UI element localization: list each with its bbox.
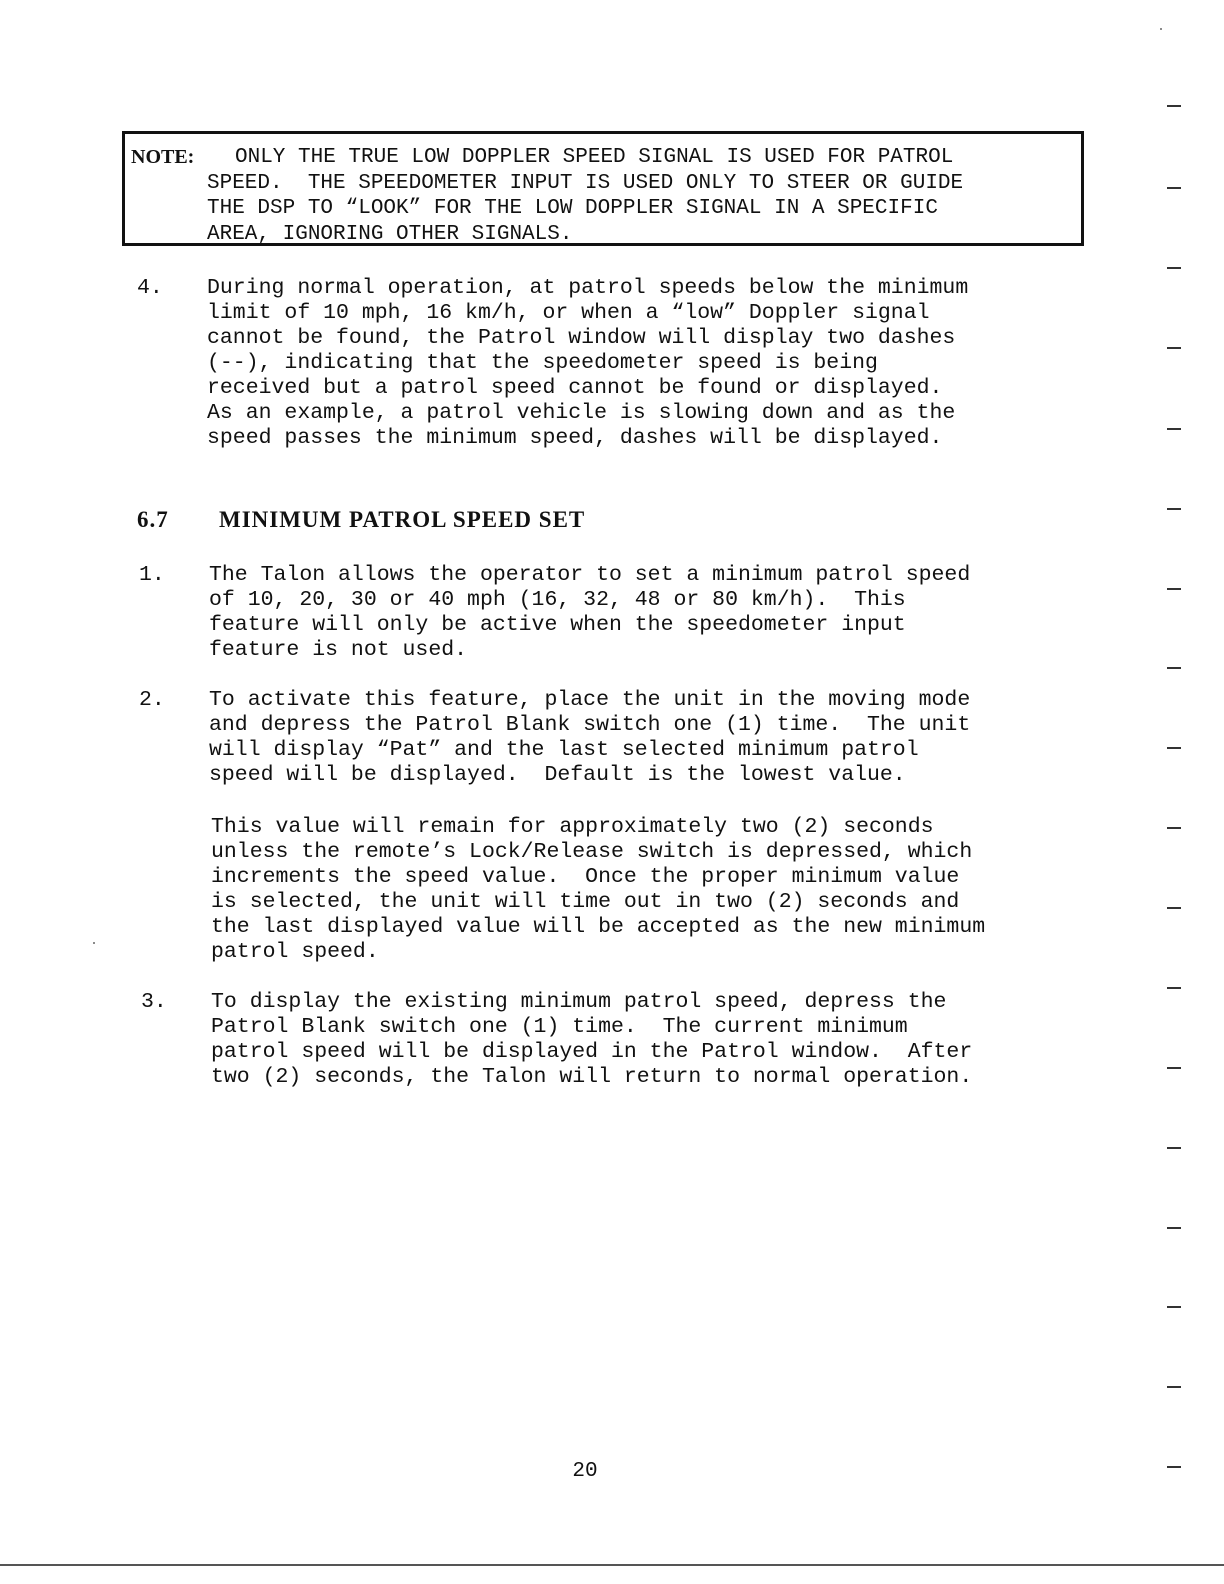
text-line: two (2) seconds, the Talon will return to normal operation. [211,1065,973,1089]
text-line: During normal operation, at patrol speeds below the minimum [207,276,969,300]
scan-edge-mark [1167,827,1181,829]
text-line: the last displayed value will be accepted as the new minimum [211,915,986,939]
text-line: patrol speed. [211,940,379,964]
scan-edge-mark [1167,588,1181,590]
text-line: unless the remote’s Lock/Release switch is depressed, which [211,840,973,864]
note-label: NOTE: [131,146,195,168]
list-item-text [207,276,968,451]
list-item-number: 1. [139,563,165,587]
text-line: received but a patrol speed cannot be found or displayed. [207,376,943,400]
scan-edge-mark [1167,1227,1181,1229]
list-item-text [211,990,972,1090]
scan-edge-mark [1167,667,1181,669]
scan-edge-mark [1167,1147,1181,1149]
scan-edge-mark [1167,1306,1181,1308]
list-item-number: 4. [137,276,163,300]
text-line: feature will only be active when the speedometer input [209,613,906,637]
scan-edge-mark [1167,105,1181,107]
scan-speck [93,942,95,944]
text-line: patrol speed will be displayed in the Patrol window. After [211,1040,973,1064]
scan-edge-mark [1167,508,1181,510]
scan-edge-mark [1167,907,1181,909]
text-line: speed will be displayed. Default is the lowest value. [209,763,906,787]
text-line: speed passes the minimum speed, dashes will be displayed. [207,426,943,450]
note-line: THE DSP TO “LOOK” FOR THE LOW DOPPLER SIGNAL IN A SPECIFIC [207,197,938,220]
scan-edge-mark [1167,267,1181,269]
list-item-number: 2. [139,688,165,712]
text-line: of 10, 20, 30 or 40 mph (16, 32, 48 or 80 km/h). This [209,588,906,612]
scan-edge-mark [1167,347,1181,349]
text-line: The Talon allows the operator to set a minimum patrol speed [209,563,971,587]
text-line: and depress the Patrol Blank switch one (1) time. The unit [209,713,971,737]
list-item-text [209,688,970,788]
text-line: is selected, the unit will time out in two (2) seconds and [211,890,960,914]
scan-edge-mark [1167,1067,1181,1069]
text-line: (--), indicating that the speedometer speed is being [207,351,878,375]
note-text [125,145,963,247]
scan-edge-mark [1167,747,1181,749]
text-line: Patrol Blank switch one (1) time. The current minimum [211,1015,908,1039]
scan-edge-mark [1167,1466,1181,1468]
scan-edge-mark [1167,987,1181,989]
text-line: To display the existing minimum patrol speed, depress the [211,990,947,1014]
note-line: AREA, IGNORING OTHER SIGNALS. [207,222,573,246]
text-line: increments the speed value. Once the proper minimum value [211,865,960,889]
scan-bottom-rule [0,1564,1224,1566]
scan-edge-mark [1167,187,1181,189]
text-line: This value will remain for approximately two (2) seconds [211,815,934,839]
list-item-text [209,563,970,663]
note-line: SPEED. THE SPEEDOMETER INPUT IS USED ONLY TO STEER OR GUIDE [207,171,964,195]
scan-speck [1160,28,1162,30]
note-box [122,131,1084,246]
scan-edge-mark [1167,1386,1181,1388]
text-line: limit of 10 mph, 16 km/h, or when a “low” Doppler signal [207,301,930,325]
scan-edge-mark [1167,428,1181,430]
page-number: 20 [572,1460,598,1483]
text-line: cannot be found, the Patrol window will display two dashes [207,326,956,350]
section-title: MINIMUM PATROL SPEED SET [219,507,586,532]
text-line: feature is not used. [209,638,468,662]
section-number: 6.7 [137,507,169,532]
list-item-number: 3. [141,990,167,1014]
list-item-text [211,815,985,965]
note-line: ONLY THE TRUE LOW DOPPLER SPEED SIGNAL IS USED FOR PATROL [235,146,954,169]
text-line: To activate this feature, place the unit in the moving mode [209,688,971,712]
text-line: will display “Pat” and the last selected minimum patrol [209,738,919,762]
text-line: As an example, a patrol vehicle is slowing down and as the [207,401,956,425]
